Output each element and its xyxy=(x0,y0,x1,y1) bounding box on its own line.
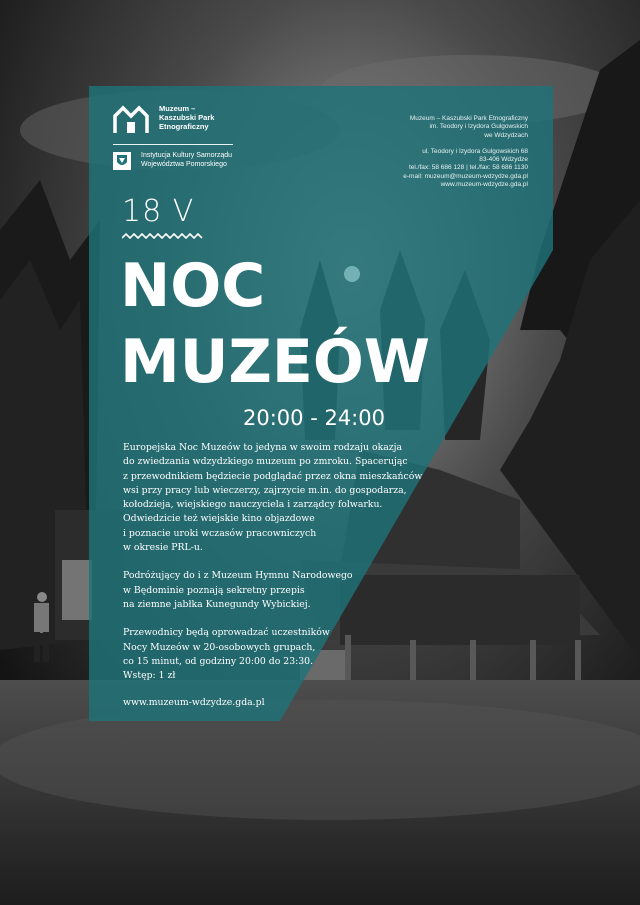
museum-name: Muzeum – Kaszubski Park Etnograficzny xyxy=(159,104,215,131)
contact-gap xyxy=(308,140,528,148)
pomorskie-crest-icon xyxy=(113,152,131,170)
logo-divider xyxy=(113,144,233,145)
contact-line: we Wdzydzach xyxy=(484,131,528,139)
description-paragraph-3: Przewodnicy będą oprowadzać uczestników Nocy Muzeów w 20-osobowych grupach, co 15 minut, od godziny 20:00 do 23:30. Wstęp: 1 zł xyxy=(123,627,330,682)
event-description xyxy=(123,441,423,697)
institution-text: Instytucja Kultury Samorządu Województwa Pomorskiego xyxy=(141,152,233,168)
contact-info xyxy=(308,115,528,189)
description-paragraph-1: Europejska Noc Muzeów to jedyna w swoim rodzaju okazja do zwiedzania wdzydzkiego muzeum po zmroku. Spacerując z przewodnikiem będziecie podglądać przez okna mieszkańców wsi przy pracy lub wieczerzy, zajrzycie m.in. do gospodarza, kołodzieja, wiejskiego nauczyciela i zarządcy folwarku. Odwiedzicie też wiejskie kino objazdowe i poznacie uroki wczasów pracowniczych w okresie PRL-u. xyxy=(123,442,423,554)
contact-address: ul. Teodory i Izydora Gulgowskich 68 xyxy=(422,147,528,155)
contact-postcode: 83-406 Wdzydze xyxy=(479,156,528,164)
contact-email[interactable]: e-mail: muzeum@muzeum-wdzydze.gda.pl xyxy=(403,172,528,180)
zigzag-decoration xyxy=(122,232,204,240)
museum-logo-icon xyxy=(113,104,155,134)
event-time: 20:00 - 24:00 xyxy=(243,406,385,430)
contact-website[interactable]: www.muzeum-wdzydze.gda.pl xyxy=(440,181,528,189)
contact-phone: tel./fax: 58 686 128 | tel./fax: 58 686 1130 xyxy=(408,164,528,172)
contact-line: Muzeum – Kaszubski Park Etnograficzny xyxy=(409,115,528,122)
event-title-line2: MUZEÓW xyxy=(120,327,431,397)
event-date: 18 V xyxy=(122,194,195,229)
event-title-line1: NOC xyxy=(120,251,266,321)
contact-line: im. Teodory i Izydora Gulgowskich xyxy=(429,123,528,131)
description-paragraph-2: Podróżujący do i z Muzeum Hymnu Narodowego w Będominie poznają sekretny przepis na ziemne jabłka Kunegundy Wybickiej. xyxy=(123,570,353,610)
website-link[interactable]: www.muzeum-wdzydze.gda.pl xyxy=(123,697,265,708)
